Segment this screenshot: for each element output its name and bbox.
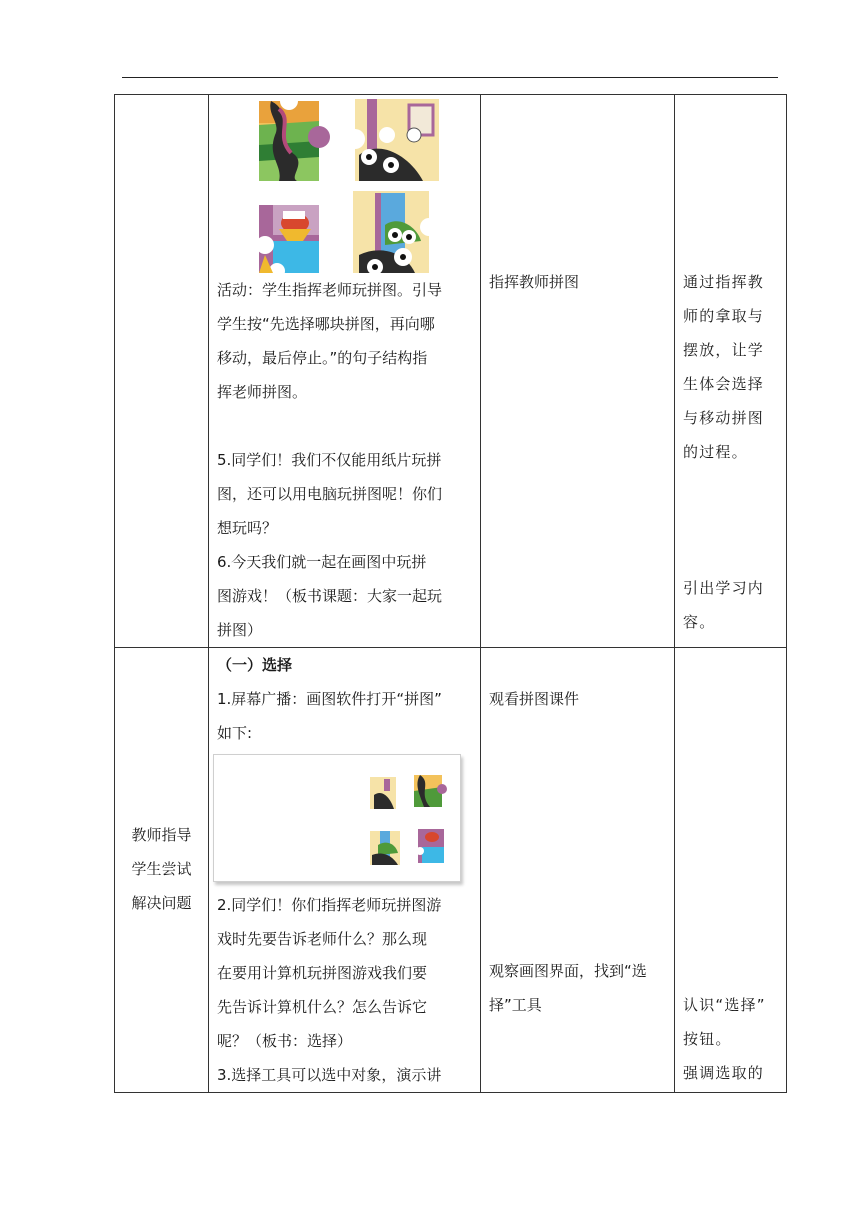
student-activity-text: 择”工具 bbox=[489, 996, 542, 1014]
student-activity-cell bbox=[481, 648, 675, 1093]
intent-line: 容。 bbox=[683, 613, 716, 631]
activity-line: 图，还可以用电脑玩拼图呢！你们 bbox=[217, 485, 443, 503]
intent-line: 认识“选择” bbox=[683, 996, 766, 1014]
table-row bbox=[115, 648, 787, 1093]
activity-line: 活动：学生指挥老师玩拼图。引导 bbox=[217, 281, 443, 299]
activity-line: 5.同学们！我们不仅能用纸片玩拼 bbox=[217, 451, 442, 469]
activity-line: 学生按“先选择哪块拼图，再向哪 bbox=[217, 315, 435, 333]
student-activity-text: 观看拼图课件 bbox=[489, 690, 580, 708]
teacher-activity-cell bbox=[209, 95, 481, 648]
intent-line: 通过指挥教 bbox=[683, 273, 765, 291]
puzzle-pieces-image bbox=[209, 95, 481, 273]
activity-line: 图游戏！（板书课题：大家一起玩 bbox=[217, 587, 443, 605]
student-activity-text: 指挥教师拼图 bbox=[489, 273, 580, 291]
puzzle-piece bbox=[256, 205, 319, 273]
stage-line: 教师指导 bbox=[131, 826, 192, 844]
activity-line: 在要用计算机玩拼图游戏我们要 bbox=[217, 964, 428, 982]
puzzle-piece bbox=[353, 191, 438, 273]
student-activity-text: 观察画图界面，找到“选 bbox=[489, 962, 647, 980]
stage-cell bbox=[115, 648, 209, 1093]
design-intent-cell bbox=[675, 648, 787, 1093]
activity-line: 3.选择工具可以选中对象，演示讲 bbox=[217, 1066, 442, 1084]
activity-line: 如下: bbox=[217, 724, 253, 742]
activity-line: 2.同学们！你们指挥老师玩拼图游 bbox=[217, 896, 442, 914]
lesson-plan-table bbox=[114, 94, 787, 1093]
stage-cell bbox=[115, 95, 209, 648]
activity-line: 戏时先要告诉老师什么？那么现 bbox=[217, 930, 428, 948]
activity-line: 1.屏幕广播：画图软件打开“拼图” bbox=[217, 690, 442, 708]
activity-line: 拼图） bbox=[217, 621, 263, 639]
intent-line: 摆放，让学 bbox=[683, 341, 765, 359]
intent-line: 按钮。 bbox=[683, 1030, 732, 1048]
intent-line: 引出学习内 bbox=[683, 579, 765, 597]
intent-line: 生体会选择 bbox=[683, 375, 765, 393]
header-rule bbox=[122, 77, 778, 78]
intent-line: 强调选取的 bbox=[683, 1064, 765, 1082]
intent-line: 的过程。 bbox=[683, 443, 748, 461]
puzzle-piece bbox=[345, 99, 439, 181]
table-row bbox=[115, 95, 787, 648]
stage-line: 解决问题 bbox=[131, 894, 192, 912]
paint-canvas-screenshot bbox=[213, 754, 461, 882]
intent-line: 与移动拼图 bbox=[683, 409, 765, 427]
intent-line: 师的拿取与 bbox=[683, 307, 765, 325]
activity-line: 6.今天我们就一起在画图中玩拼 bbox=[217, 553, 427, 571]
activity-line: 先告诉计算机什么？怎么告诉它 bbox=[217, 998, 428, 1016]
teacher-activity-cell bbox=[209, 648, 481, 1093]
section-heading: （一）选择 bbox=[217, 656, 293, 674]
puzzle-piece bbox=[259, 95, 330, 181]
activity-line: 呢？（板书：选择） bbox=[217, 1032, 353, 1050]
student-activity-cell bbox=[481, 95, 675, 648]
stage-line: 学生尝试 bbox=[131, 860, 192, 878]
activity-line: 想玩吗？ bbox=[217, 519, 278, 537]
design-intent-cell bbox=[675, 95, 787, 648]
activity-line: 挥老师拼图。 bbox=[217, 383, 308, 401]
activity-line: 移动，最后停止。”的句子结构指 bbox=[217, 349, 428, 367]
